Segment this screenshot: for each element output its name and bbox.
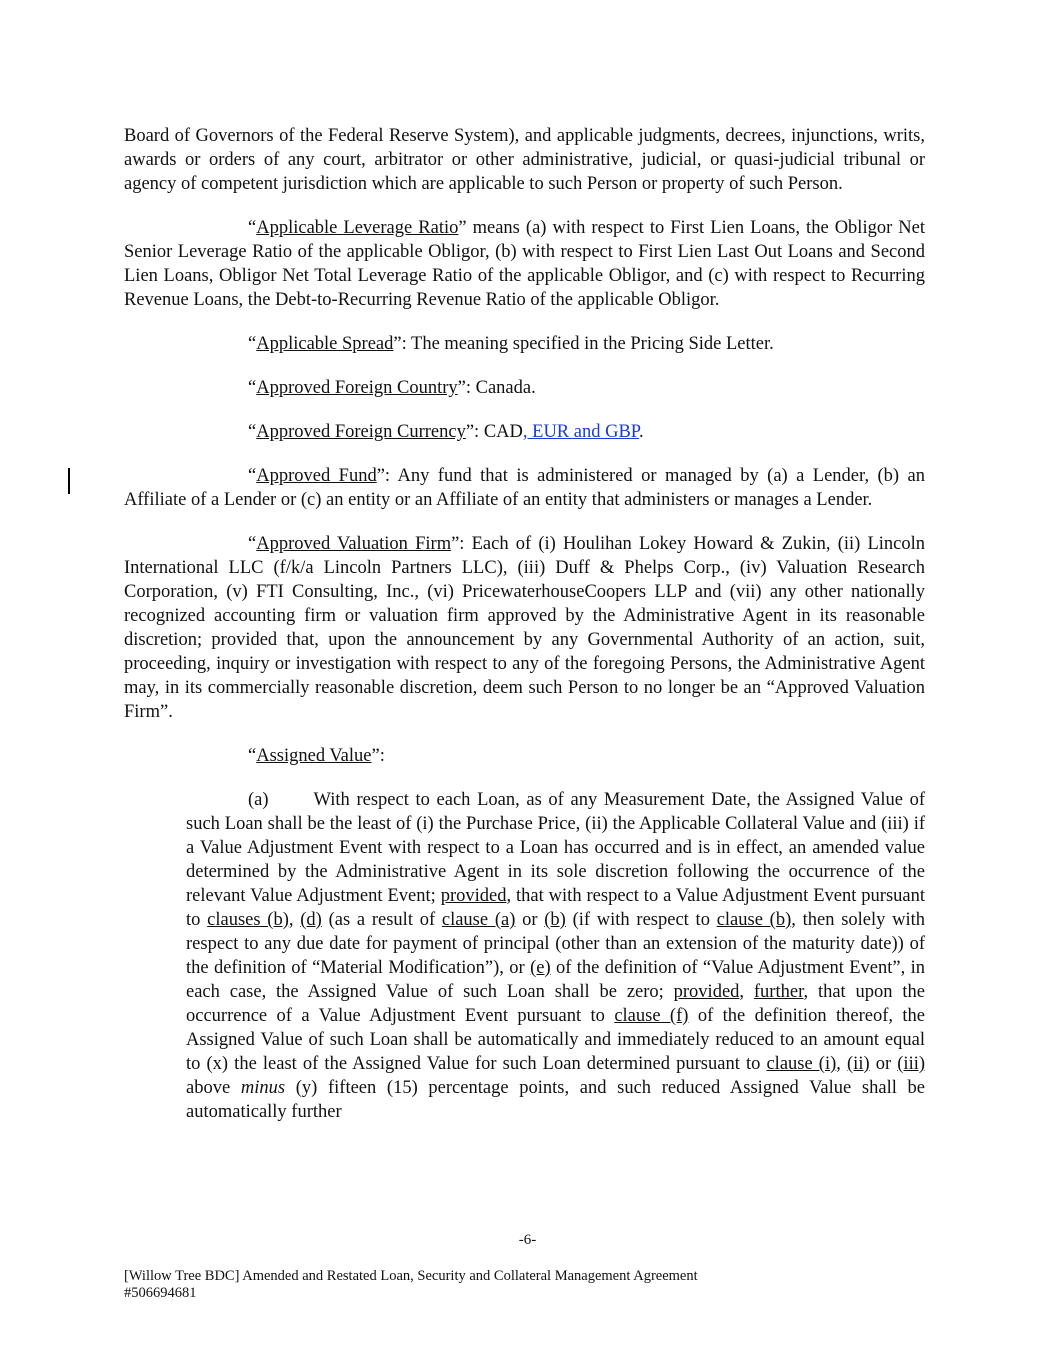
cross-ref: clause (f) bbox=[614, 1006, 689, 1026]
cross-ref: (e) bbox=[530, 958, 551, 978]
footer-title: [Willow Tree BDC] Amended and Restated Loan, Security and Collateral Management Agreement bbox=[124, 1268, 698, 1284]
cross-ref: (b) bbox=[544, 910, 566, 930]
clause-text: (as a result of bbox=[321, 910, 442, 930]
provided-term: provided bbox=[673, 982, 740, 1002]
assigned-value-clause-a bbox=[186, 788, 925, 1124]
definition-approved-valuation-firm: “Approved Valuation Firm”: Each of (i) Houlihan Lokey Howard & Zukin, (ii) Lincoln International LLC (f/k/a Lincoln Partners LLC), (iii) Duff & Phelps Corp., (iv) Valuation Research Corporation, (v) FTI Consulting, Inc., (vi) PricewaterhouseCoopers LLP and (vii) any other nationally recognized accounting firm or valuation firm approved by the Administrative Agent in its reasonable discretion; provided that, upon the announcement by any Governmental Authority of an action, suit, proceeding, inquiry or investigation with respect to any of the foregoing Persons, the Administrative Agent may, in its commercially reasonable discretion, deem such Person to no longer be an “Approved Valuation Firm”. bbox=[124, 534, 926, 722]
definition-applicable-spread: “Applicable Spread”: The meaning specified in the Pricing Side Letter. bbox=[248, 334, 774, 354]
clause-text: of the definition thereof, the Assigned Value of such Loan shall be automatically and immediately reduced to an amount equal to (x) the least of the Assigned Value for such Loan determined pursuant to bbox=[186, 1006, 925, 1074]
clause-text: , bbox=[288, 910, 301, 930]
clause-text: , bbox=[836, 1054, 848, 1074]
definition-text: ”: Any fund that is administered or managed by (a) a Lender, (b) an Affiliate of a Lender or (c) an entity or an Affiliate of an entity that administers or manages a Lender. bbox=[124, 466, 925, 510]
minus-term: minus bbox=[240, 1078, 286, 1098]
cross-ref: (ii) bbox=[847, 1054, 870, 1074]
cross-ref: (d) bbox=[300, 910, 322, 930]
defined-term: Applicable Spread bbox=[256, 334, 394, 354]
definition-text: ” means (a) with respect to First Lien Loans, the Obligor Net Senior Leverage Ratio of the applicable Obligor, (b) with respect to First Lien Last Out Loans and Second Lien Loans, Obligor Net Total Leverage Ratio of the applicable Obligor, and (c) with respect to Recurring Revenue Loans, the Debt-to-Recurring Revenue Ratio of the applicable Obligor. bbox=[124, 218, 925, 310]
document-body bbox=[124, 124, 925, 1144]
clause-text: (if with respect to bbox=[565, 910, 717, 930]
defined-term: Approved Foreign Country bbox=[256, 378, 458, 398]
defined-term: Approved Foreign Currency bbox=[256, 422, 466, 442]
clause-text: (y) fifteen (15) percentage points, and such reduced Assigned Value shall be automatically further bbox=[186, 1078, 925, 1122]
revision-bar bbox=[68, 468, 70, 494]
definition-applicable-leverage-ratio: “Applicable Leverage Ratio” means (a) with respect to First Lien Loans, the Obligor Net Senior Leverage Ratio of the applicable Obligor, (b) with respect to First Lien Last Out Loans and Second Lien Loans, Obligor Net Total Leverage Ratio of the applicable Obligor, and (c) with respect to Recurring Revenue Loans, the Debt-to-Recurring Revenue Ratio of the applicable Obligor. bbox=[124, 218, 925, 310]
clause-text: , that upon the occurrence of a Value Adjustment Event pursuant to bbox=[186, 982, 926, 1026]
paragraph-laws-continuation: Board of Governors of the Federal Reserve System), and applicable judgments, decrees, injunctions, writs, awards or orders of any court, arbitrator or other administrative, judicial, or quasi-judicial tribunal or agency of competent jurisdiction which are applicable to such Person or property of such Person. bbox=[124, 126, 925, 194]
footer-doc-id: #506694681 bbox=[124, 1285, 197, 1301]
footer bbox=[124, 1268, 698, 1302]
clause-text: or bbox=[869, 1054, 898, 1074]
definition-end: . bbox=[639, 422, 644, 442]
cross-ref: clause (a) bbox=[441, 910, 516, 930]
clause-text: , that with respect to a Value Adjustment Event pursuant to bbox=[186, 886, 926, 930]
cross-ref: clauses (b) bbox=[207, 910, 289, 930]
definition-text: ”: The meaning specified in the Pricing Side Letter. bbox=[393, 334, 774, 354]
clause-text: , then solely with respect to any due date for payment of principal (other than an extension of the maturity date)) of the definition of “Material Modification”), or bbox=[186, 910, 926, 978]
definition-text: ”: Canada. bbox=[457, 378, 536, 398]
clause-text: or bbox=[515, 910, 545, 930]
clause-label: (a) bbox=[248, 790, 269, 810]
definition-text: ”: bbox=[371, 746, 385, 766]
clause-text: of the definition of “Value Adjustment Event”, in each case, the Assigned Value of such Loan shall be zero; bbox=[186, 958, 925, 1002]
further-term: further bbox=[753, 982, 804, 1002]
definition-assigned-value: “Assigned Value”: bbox=[248, 746, 385, 766]
definition-approved-foreign-country: “Approved Foreign Country”: Canada. bbox=[248, 378, 536, 398]
defined-term: Assigned Value bbox=[256, 746, 372, 766]
definition-text: ”: CAD bbox=[465, 422, 523, 442]
defined-term: Approved Valuation Firm bbox=[256, 534, 452, 554]
cross-ref: clause (b) bbox=[716, 910, 792, 930]
definition-approved-fund: “Approved Fund”: Any fund that is administered or managed by (a) a Lender, (b) an Affiliate of a Lender or (c) an entity or an Affiliate of an entity that administers or manages a Lender. bbox=[124, 466, 925, 510]
defined-term: Approved Fund bbox=[256, 466, 377, 486]
definition-text: ”: Each of (i) Houlihan Lokey Howard & Zukin, (ii) Lincoln International LLC (f/k/a Lincoln Partners LLC), (iii) Duff & Phelps Corp., (iv) Valuation Research Corporation, (v) FTI Consulting, Inc., (vi) PricewaterhouseCoopers LLP and (vii) any other nationally recognized accounting firm or valuation firm approved by the Administrative Agent in its reasonable discretion; provided that, upon the announcement by any Governmental Authority of an action, suit, proceeding, inquiry or investigation with respect to any of the foregoing Persons, the Administrative Agent may, in its commercially reasonable discretion, deem such Person to no longer be an “Approved Valuation Firm”. bbox=[124, 534, 926, 722]
tracked-insertion: , EUR and GBP bbox=[522, 422, 640, 442]
page-number: -6- bbox=[518, 1232, 537, 1248]
clause-text: , bbox=[739, 982, 754, 1002]
cross-ref: clause (i) bbox=[766, 1054, 837, 1074]
defined-term: Applicable Leverage Ratio bbox=[256, 218, 459, 238]
provided-term: provided bbox=[440, 886, 507, 906]
clause-text: above bbox=[186, 1078, 241, 1098]
definition-approved-foreign-currency: “Approved Foreign Currency”: CAD, EUR and GBP. bbox=[248, 422, 644, 442]
cross-ref: (iii) bbox=[897, 1054, 926, 1074]
clause-text: With respect to each Loan, as of any Measurement Date, the Assigned Value of such Loan shall be the least of (i) the Purchase Price, (ii) the Applicable Collateral Value and (iii) if a Value Adjustment Event with respect to a Loan has occurred and is in effect, an amended value determined by the Administrative Agent in its sole discretion following the occurrence of the relevant Value Adjustment Event; bbox=[186, 790, 925, 906]
